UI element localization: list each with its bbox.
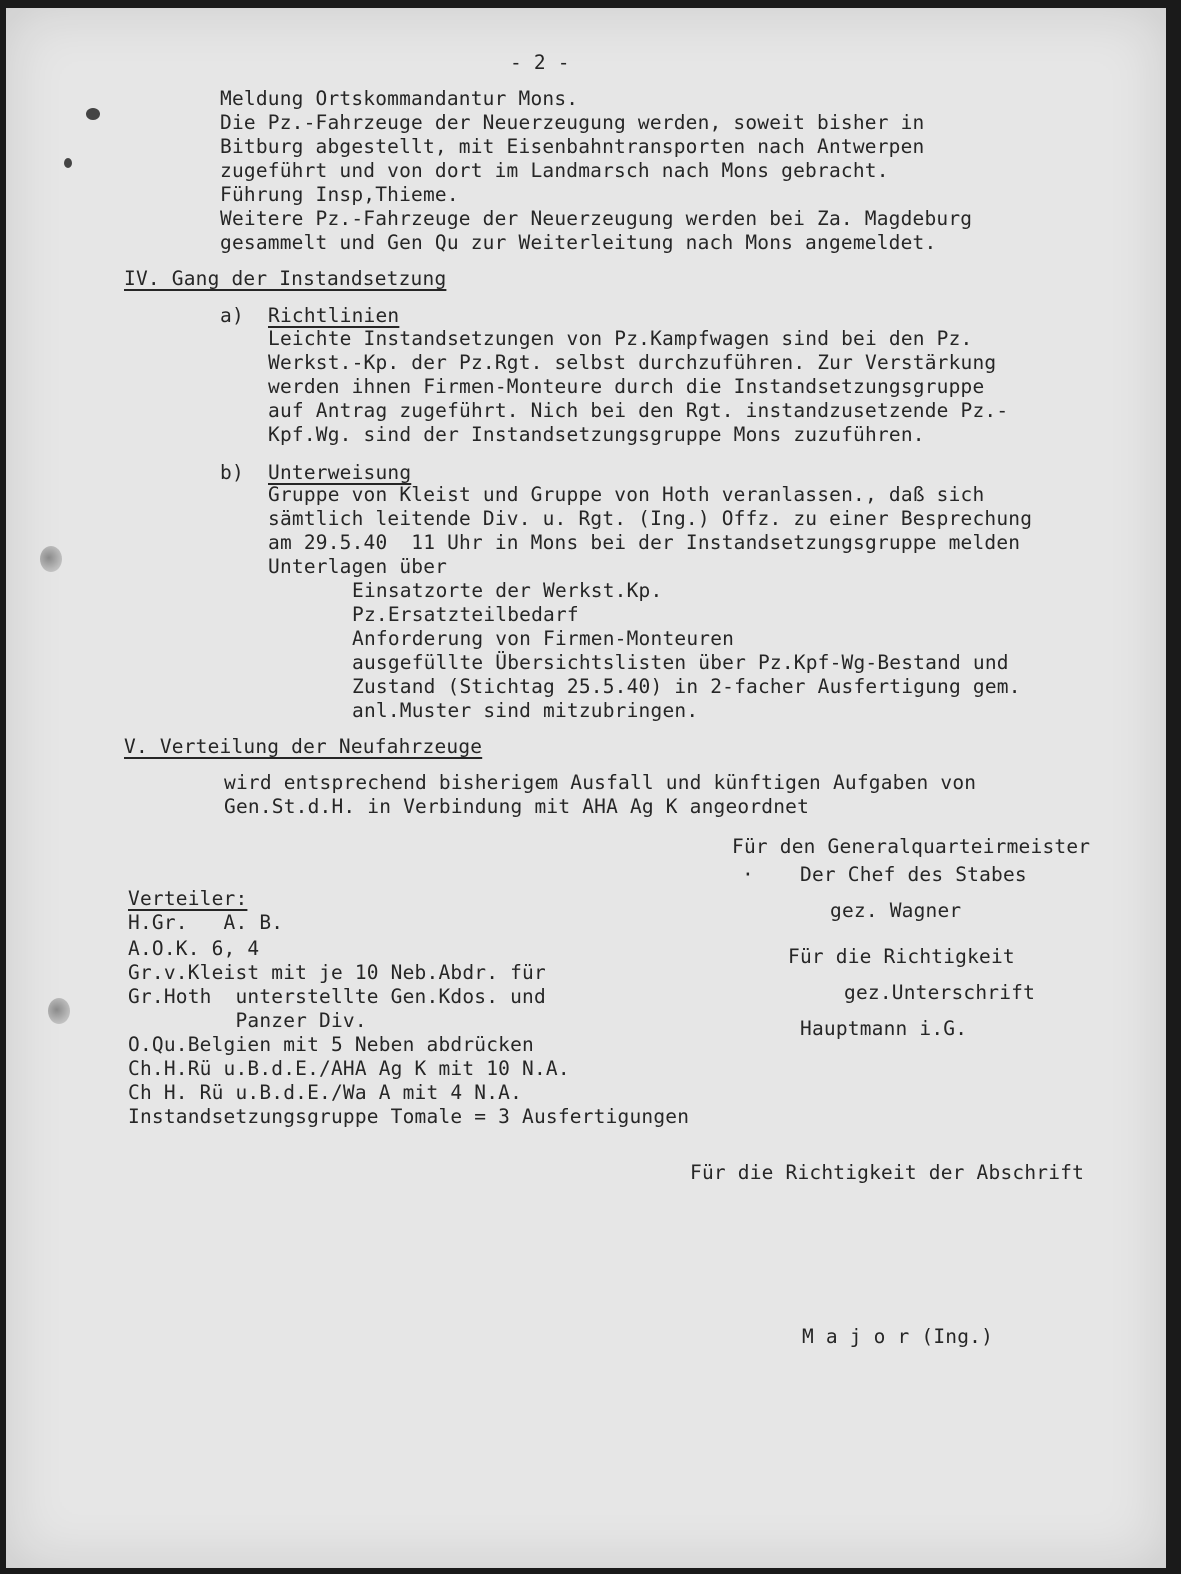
section-heading-iv: IV. Gang der Instandsetzung — [124, 267, 447, 290]
text-line: sämtlich leitende Div. u. Rgt. (Ing.) Offz. zu einer Besprechung — [268, 507, 1033, 530]
text-line: Unterlagen über — [268, 555, 448, 578]
subsection-marker-a: a) — [220, 304, 244, 327]
distribution-line: Panzer Div. — [128, 1009, 367, 1032]
text-line: Weitere Pz.-Fahrzeuge der Neuerzeugung werden bei Za. Magdeburg — [220, 207, 973, 230]
punch-hole-top — [40, 546, 62, 572]
text-line: Einsatzorte der Werkst.Kp. — [352, 579, 663, 602]
text-line: Führung Insp,Thieme. — [220, 183, 459, 206]
ink-smudge — [86, 108, 100, 120]
signature-line: Für die Richtigkeit — [788, 945, 1015, 968]
text-line: Leichte Instandsetzungen von Pz.Kampfwagen sind bei den Pz. — [268, 327, 973, 350]
certification-line: Für die Richtigkeit der Abschrift — [690, 1161, 1085, 1184]
subsection-marker-b: b) — [220, 461, 244, 484]
document-page — [6, 8, 1166, 1568]
signature-line: Der Chef des Stabes — [800, 863, 1027, 886]
signature-dot: · — [742, 863, 754, 886]
text-line: Pz.Ersatzteilbedarf — [352, 603, 579, 626]
text-line: Werkst.-Kp. der Pz.Rgt. selbst durchzuführen. Zur Verstärkung — [268, 351, 997, 374]
text-line: ausgefüllte Übersichtslisten über Pz.Kpf-Wg-Bestand und — [352, 651, 1009, 674]
text-line: Gen.St.d.H. in Verbindung mit AHA Ag K angeordnet — [224, 795, 810, 818]
distribution-heading: Verteiler: — [128, 887, 248, 910]
text-line: Anforderung von Firmen-Monteuren — [352, 627, 735, 650]
text-line: anl.Muster sind mitzubringen. — [352, 699, 699, 722]
text-line: Die Pz.-Fahrzeuge der Neuerzeugung werden, soweit bisher in — [220, 111, 925, 134]
distribution-line: Ch.H.Rü u.B.d.E./AHA Ag K mit 10 N.A. — [128, 1057, 570, 1080]
text-line: auf Antrag zugeführt. Nich bei den Rgt. instandzusetzende Pz.- — [268, 399, 1009, 422]
signature-line: gez.Unterschrift — [844, 981, 1036, 1004]
punch-hole-bottom — [48, 998, 70, 1024]
distribution-line: Gr.Hoth unterstellte Gen.Kdos. und — [128, 985, 546, 1008]
distribution-line: O.Qu.Belgien mit 5 Neben abdrücken — [128, 1033, 534, 1056]
text-line: Kpf.Wg. sind der Instandsetzungsgruppe Mons zuzuführen. — [268, 423, 925, 446]
page-number: - 2 - — [510, 51, 570, 74]
text-line: gesammelt und Gen Qu zur Weiterleitung nach Mons angemeldet. — [220, 231, 937, 254]
text-line: wird entsprechend bisherigem Ausfall und künftigen Aufgaben von — [224, 771, 977, 794]
signature-line: Hauptmann i.G. — [800, 1017, 968, 1040]
text-line: Meldung Ortskommandantur Mons. — [220, 87, 579, 110]
signature-line: Für den Generalquarteirmeister — [732, 835, 1091, 858]
distribution-line: Ch H. Rü u.B.d.E./Wa A mit 4 N.A. — [128, 1081, 523, 1104]
text-line: zugeführt und von dort im Landmarsch nach Mons gebracht. — [220, 159, 889, 182]
distribution-line: A.O.K. 6, 4 — [128, 937, 260, 960]
rank-line: M a j o r (Ing.) — [802, 1325, 994, 1348]
ink-smudge — [64, 158, 72, 168]
text-line: Zustand (Stichtag 25.5.40) in 2-facher Ausfertigung gem. — [352, 675, 1021, 698]
subsection-title-b: Unterweisung — [268, 461, 412, 484]
section-heading-v: V. Verteilung der Neufahrzeuge — [124, 735, 483, 758]
text-line: werden ihnen Firmen-Monteure durch die Instandsetzungsgruppe — [268, 375, 985, 398]
text-line: Gruppe von Kleist und Gruppe von Hoth veranlassen., daß sich — [268, 483, 985, 506]
text-line: am 29.5.40 11 Uhr in Mons bei der Instandsetzungsgruppe melden — [268, 531, 1021, 554]
distribution-line: Instandsetzungsgruppe Tomale = 3 Ausfertigungen — [128, 1105, 690, 1128]
signature-line: gez. Wagner — [830, 899, 962, 922]
distribution-line: Gr.v.Kleist mit je 10 Neb.Abdr. für — [128, 961, 546, 984]
subsection-title-a: Richtlinien — [268, 304, 400, 327]
distribution-line: H.Gr. A. B. — [128, 911, 284, 934]
text-line: Bitburg abgestellt, mit Eisenbahntransporten nach Antwerpen — [220, 135, 925, 158]
